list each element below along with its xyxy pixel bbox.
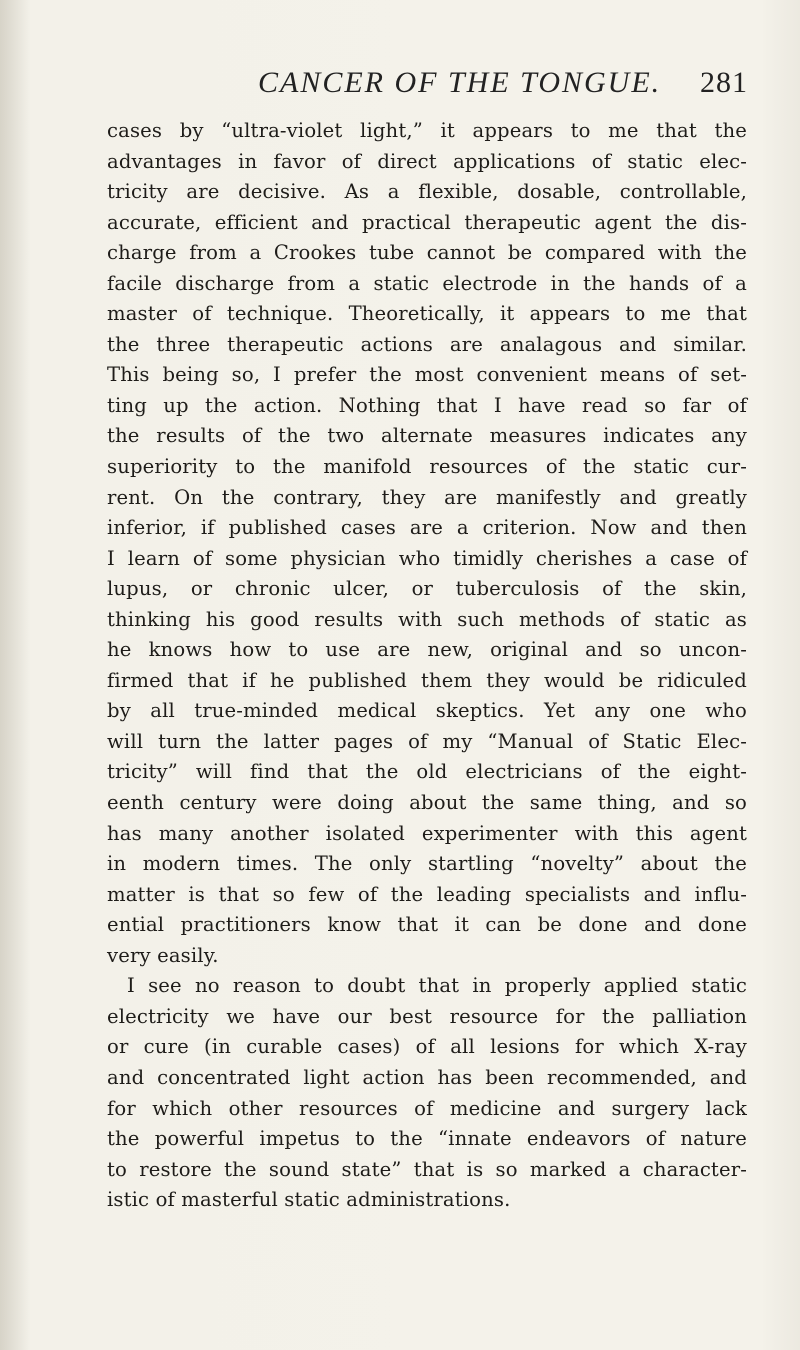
text-line: This being so, I prefer the most convenient means of set-	[107, 363, 747, 387]
paragraph-end-line: very easily.	[107, 943, 219, 967]
text-line: matter is that so few of the leading specialists and influ-	[107, 882, 747, 906]
text-line: master of technique. Theoretically, it appears to me that	[107, 302, 747, 326]
text-line: and concentrated light action has been recommended, and	[107, 1065, 747, 1089]
paragraph-start-line: I see no reason to doubt that in properly applied static	[127, 974, 747, 998]
body-text	[107, 116, 747, 1216]
text-line: electricity we have our best resource for the palliation	[107, 1004, 747, 1028]
paragraph-end-line: istic of masterful static administrations.	[107, 1188, 511, 1212]
text-line: eenth century were doing about the same thing, and so	[107, 791, 747, 815]
text-line: has many another isolated experimenter with this agent	[107, 821, 747, 845]
text-line: will turn the latter pages of my “Manual of Static Elec-	[107, 729, 747, 753]
running-title: CANCER OF THE TONGUE.	[258, 66, 662, 99]
page-number: 281	[700, 66, 748, 99]
text-line: lupus, or chronic ulcer, or tuberculosis of the skin,	[107, 577, 747, 601]
running-head	[0, 66, 800, 106]
text-line: advantages in favor of direct applications of static elec-	[107, 149, 747, 173]
text-line: accurate, efficient and practical therapeutic agent the dis-	[107, 210, 747, 234]
text-line: charge from a Crookes tube cannot be compared with the	[107, 241, 747, 265]
text-line: the results of the two alternate measures indicates any	[107, 424, 747, 448]
text-line: the powerful impetus to the “innate endeavors of nature	[107, 1127, 747, 1151]
text-line: he knows how to use are new, original and so uncon-	[107, 638, 747, 662]
text-line: inferior, if published cases are a criterion. Now and then	[107, 516, 747, 540]
text-line: or cure (in curable cases) of all lesions for which X-ray	[107, 1035, 747, 1059]
text-line: tricity are decisive. As a flexible, dosable, controllable,	[107, 180, 747, 204]
text-line: facile discharge from a static electrode in the hands of a	[107, 271, 747, 295]
text-line: superiority to the manifold resources of the static cur-	[107, 455, 747, 479]
text-line: cases by “ultra-violet light,” it appears to me that the	[107, 119, 747, 142]
text-line: to restore the sound state” that is so marked a character-	[107, 1157, 747, 1181]
text-line: in modern times. The only startling “novelty” about the	[107, 852, 747, 876]
text-line: rent. On the contrary, they are manifestly and greatly	[107, 485, 747, 509]
text-line: ting up the action. Nothing that I have read so far of	[107, 393, 747, 417]
text-line: firmed that if he published them they would be ridiculed	[107, 668, 747, 692]
text-line: for which other resources of medicine and surgery lack	[107, 1096, 747, 1120]
text-line: tricity” will find that the old electricians of the eight-	[107, 760, 747, 784]
text-line: ential practitioners know that it can be done and done	[107, 913, 747, 937]
text-line: thinking his good results with such methods of static as	[107, 607, 747, 631]
text-line: I learn of some physician who timidly cherishes a case of	[107, 546, 747, 570]
text-line: by all true-minded medical skeptics. Yet any one who	[107, 699, 747, 723]
text-line: the three therapeutic actions are analagous and similar.	[107, 332, 747, 356]
spine-shadow	[0, 0, 30, 1350]
